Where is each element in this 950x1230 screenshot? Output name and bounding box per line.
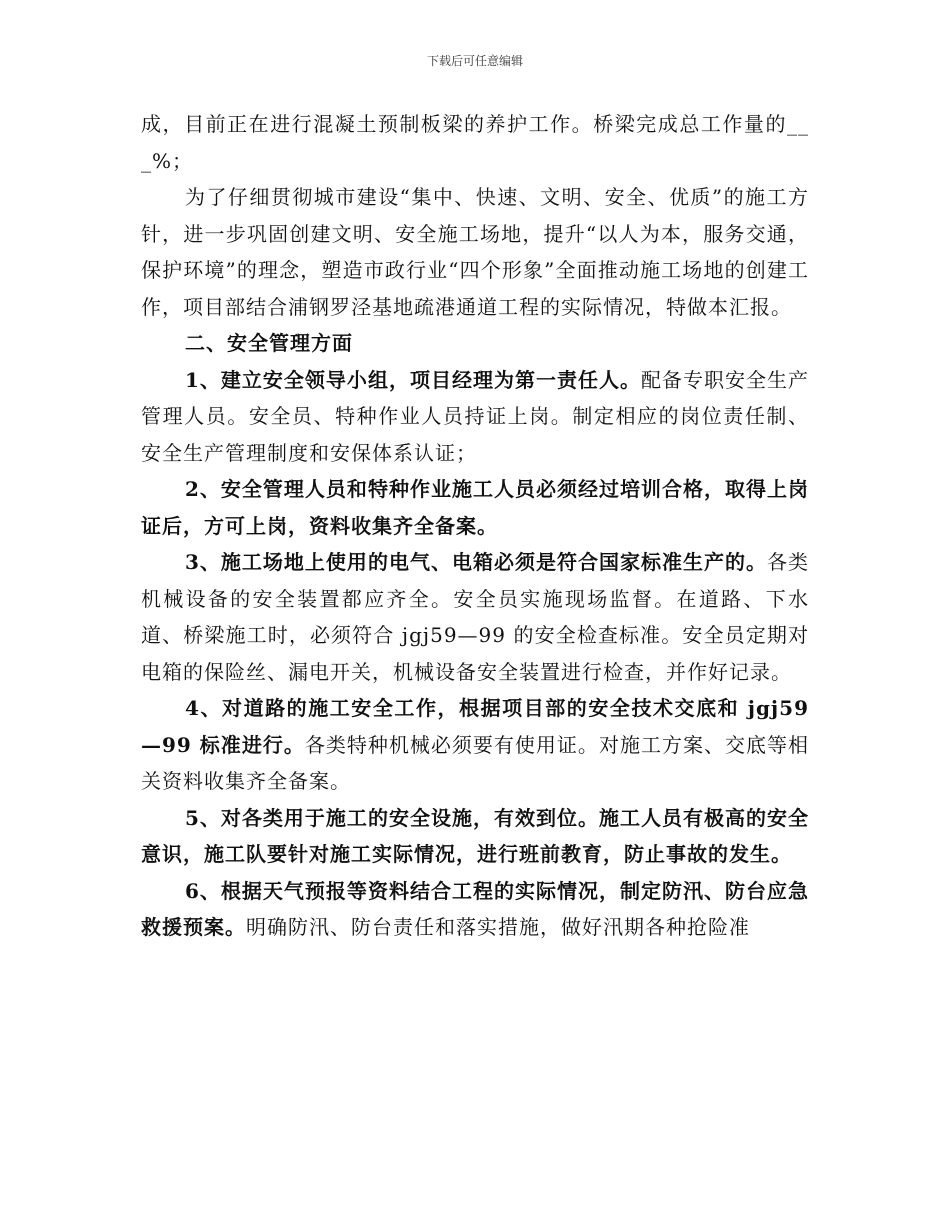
section-heading-text: 二、安全管理方面 xyxy=(185,331,353,355)
paragraph-text: 各类特种机械必须要有使用证。对施工方案、交底等相关资料收集齐全备案。 xyxy=(141,732,810,793)
paragraph-item-1 xyxy=(141,362,809,472)
paragraph-text: 为了仔细贯彻城市建设“集中、快速、文明、安全、优质”的施工方针，进一步巩固创建文明、安全施工场地，提升“以人为本，服务交通，保护环境”的理念，塑造市政行业“四个形象”全面推动施工场地的创建工作，项目部结合浦钢罗泾基地疏港通道工程的实际情况，特做本汇报。 xyxy=(141,185,809,319)
paragraph-item-2 xyxy=(141,471,809,544)
paragraph-lead: 1、建立安全领导小组，项目经理为第一责任人。 xyxy=(185,367,641,392)
paragraph-item-3 xyxy=(141,544,809,690)
paragraph-lead: 6、根据天气预报等资料结合工程的实际情况，制定防汛、防台应急救援预案。 xyxy=(141,878,809,939)
paragraph-text: 配备专职安全生产管理人员。安全员、特种作业人员持证上岗。制定相应的岗位责任制、安全生产管理制度和安保体系认证； xyxy=(141,367,810,465)
paragraph-text: 成，目前正在进行混凝土预制板梁的养护工作。桥梁完成总工作量的___%； xyxy=(141,112,809,173)
paragraph-text: 各类机械设备的安全装置都应齐全。安全员实施现场监督。在道路、下水道、桥梁施工时，必须符合 jgj59—99 的安全检查标准。安全员定期对电箱的保险丝、漏电开关，机械设备安全装置进行检查，并作好记录。 xyxy=(141,550,810,684)
paragraph-lead: 3、施工场地上使用的电气、电箱必须是符合国家标准生产的。 xyxy=(185,550,767,574)
page-header: 下载后可任意编辑 xyxy=(426,54,523,68)
paragraph-continuation xyxy=(141,106,809,179)
paragraph-text: 明确防汛、防台责任和落实措施，做好汛期各种抢险准 xyxy=(246,915,750,939)
paragraph-item-5 xyxy=(141,800,809,873)
paragraph-item-6 xyxy=(141,873,809,946)
paragraph-item-4 xyxy=(141,690,809,800)
section-heading xyxy=(141,325,809,362)
paragraph-intro xyxy=(141,179,809,325)
paragraph-lead: 4、对道路的施工安全工作，根据项目部的安全技术交底和 jgj59—99 标准进行。 xyxy=(141,696,809,757)
document-body xyxy=(141,106,809,946)
paragraph-lead: 5、对各类用于施工的安全设施，有效到位。施工人员有极高的安全意识，施工队要针对施工实际情况，进行班前教育，防止事故的发生。 xyxy=(141,805,809,866)
paragraph-lead: 2、安全管理人员和特种作业施工人员必须经过培训合格，取得上岗证后，方可上岗，资料收集齐全备案。 xyxy=(141,477,809,538)
